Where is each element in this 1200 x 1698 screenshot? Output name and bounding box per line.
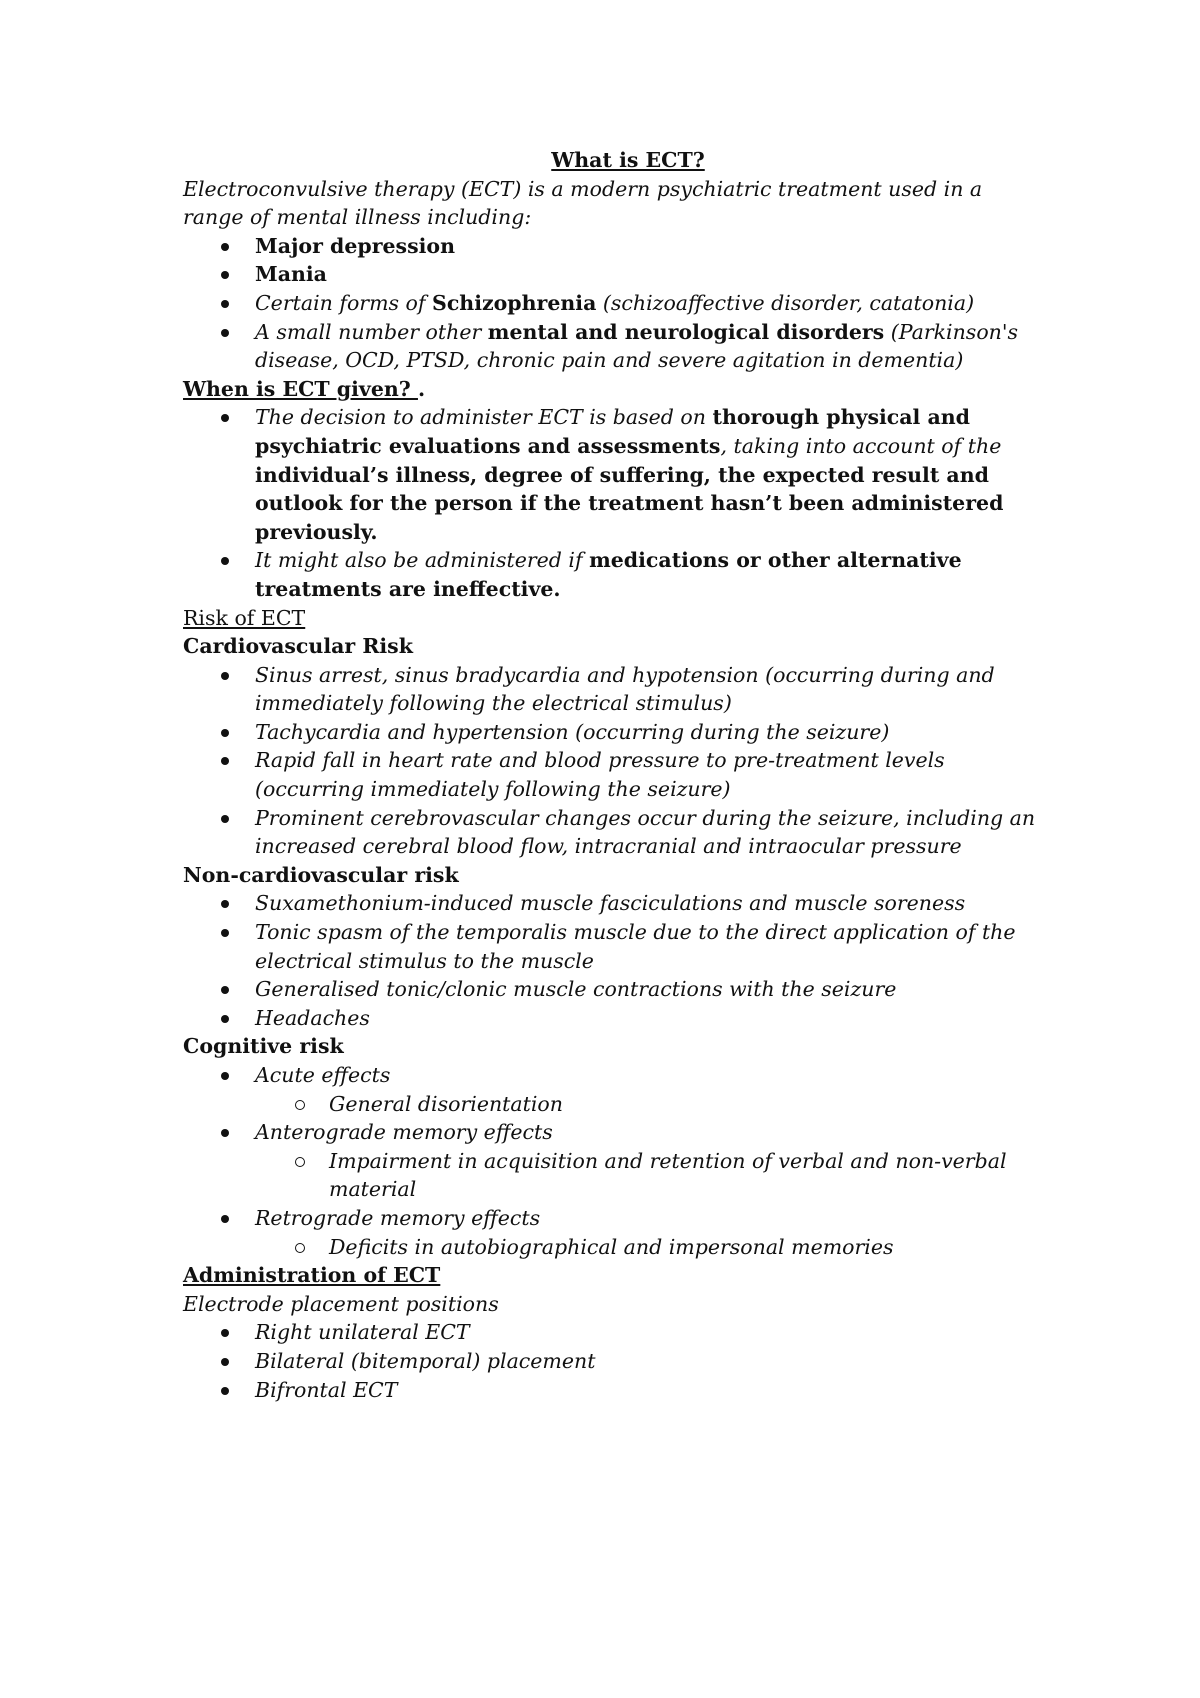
list-item: Major depression xyxy=(183,232,1043,261)
noncardio-list xyxy=(183,889,1043,1032)
item-emphasis: thorough physical and psychiatric evaluations and assessments xyxy=(255,405,970,458)
list-item xyxy=(183,318,1043,375)
conditions-list xyxy=(183,232,1043,375)
when-heading xyxy=(183,375,1043,404)
sub-list xyxy=(255,1147,1043,1204)
item-text: Retrograde memory effects xyxy=(255,1205,541,1230)
noncardio-heading: Non-cardiovascular risk xyxy=(183,862,459,887)
cardio-heading: Cardiovascular Risk xyxy=(183,634,413,659)
list-item: Headaches xyxy=(183,1004,1043,1033)
list-item: Tachycardia and hypertension (occurring during the seizure) xyxy=(183,718,1043,747)
when-list xyxy=(183,403,1043,603)
list-item: Tonic spasm of the temporalis muscle due to the direct application of the electrical stimulus to the muscle xyxy=(183,918,1043,975)
document-content xyxy=(183,146,1043,1404)
item-emphasis: medications or other alternative treatments are ineffective. xyxy=(255,548,962,601)
item-text: Certain forms of xyxy=(255,290,433,315)
list-item xyxy=(183,1061,1043,1118)
list-item xyxy=(183,1118,1043,1204)
item-text: Acute effects xyxy=(255,1063,391,1087)
list-item xyxy=(183,546,1043,603)
sub-list xyxy=(255,1233,1043,1262)
item-emphasis: individual’s illness, degree of suffering, the expected result and outlook for the person if the treatment hasn’t been administered previously. xyxy=(255,462,1004,544)
item-text: (Parkinson's disease, OCD, PTSD, chronic pain and severe agitation in dementia) xyxy=(255,319,1019,373)
sub-list-item: Deficits in autobiographical and impersonal memories xyxy=(183,1233,1043,1262)
item-emphasis: mental and neurological disorders xyxy=(487,319,885,344)
admin-heading: Administration of ECT xyxy=(183,1263,441,1288)
list-item: Rapid fall in heart rate and blood pressure to pre-treatment levels (occurring immediately following the seizure) xyxy=(183,746,1043,803)
heading-text: When is ECT given? xyxy=(183,376,418,401)
list-item: Bilateral (bitemporal) placement xyxy=(183,1347,1043,1376)
list-item: Suxamethonium-induced muscle fasciculations and muscle soreness xyxy=(183,889,1043,918)
cognitive-list xyxy=(183,1061,1043,1261)
item-text: It might also be administered if xyxy=(255,548,590,573)
heading-tail: . xyxy=(417,376,426,401)
sub-list-item: General disorientation xyxy=(183,1090,1043,1119)
item-text: , taking into account of the xyxy=(720,433,1002,458)
intro-paragraph: Electroconvulsive therapy (ECT) is a modern psychiatric treatment used in a range of mental illness including: xyxy=(183,176,983,230)
item-text: The decision to administer ECT is based on xyxy=(255,405,713,430)
item-emphasis: Schizophrenia xyxy=(432,290,597,315)
admin-list xyxy=(183,1318,1043,1404)
list-item xyxy=(183,403,1043,546)
sub-list-item: Impairment in acquisition and retention of verbal and non-verbal material xyxy=(183,1147,1043,1204)
admin-subheading: Electrode placement positions xyxy=(183,1291,499,1316)
list-item: Right unilateral ECT xyxy=(183,1318,1043,1347)
item-text: A small number other xyxy=(255,319,488,344)
cardio-list xyxy=(183,661,1043,861)
page-title: What is ECT? xyxy=(551,148,705,172)
list-item: Mania xyxy=(183,260,1043,289)
list-item: Bifrontal ECT xyxy=(183,1376,1043,1405)
sub-list xyxy=(255,1090,1043,1119)
list-item xyxy=(183,1204,1043,1261)
list-item: Prominent cerebrovascular changes occur during the seizure, including an increased cerebral blood flow, intracranial and intraocular pressure xyxy=(183,804,1043,861)
list-item: Sinus arrest, sinus bradycardia and hypotension (occurring during and immediately following the electrical stimulus) xyxy=(183,661,1043,718)
risk-heading: Risk of ECT xyxy=(183,605,306,630)
list-item: Generalised tonic/clonic muscle contractions with the seizure xyxy=(183,975,1043,1004)
item-text: Anterograde memory effects xyxy=(255,1120,553,1145)
item-text: (schizoaffective disorder, catatonia) xyxy=(596,290,975,315)
cognitive-heading: Cognitive risk xyxy=(183,1034,344,1059)
list-item xyxy=(183,289,1043,318)
